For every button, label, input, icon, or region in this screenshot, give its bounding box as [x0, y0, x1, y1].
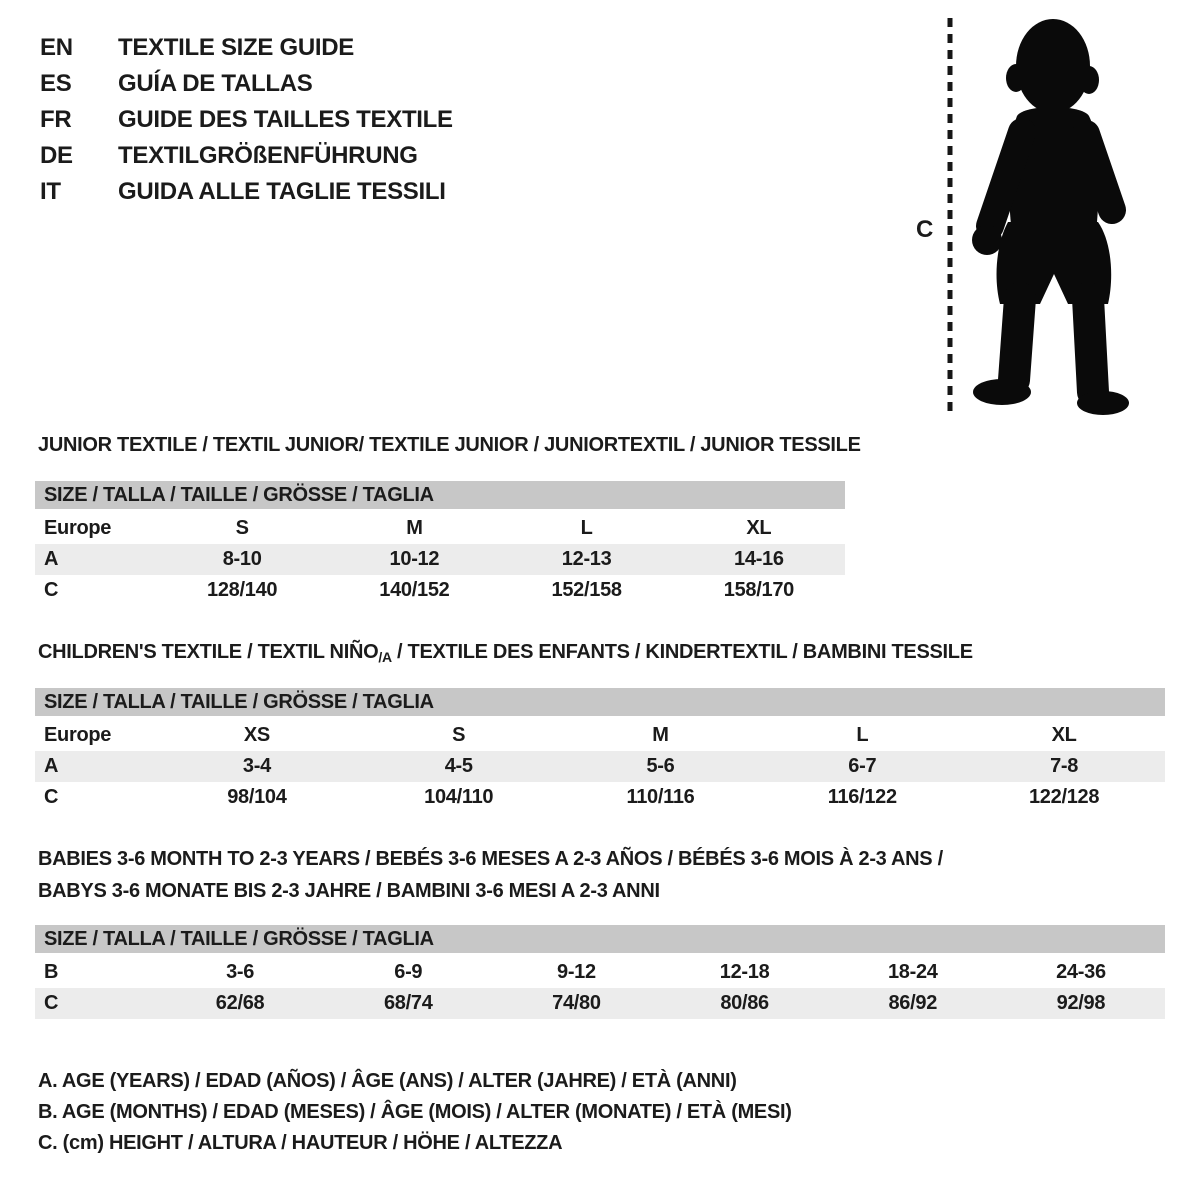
months-cell: 18-24	[887, 961, 938, 983]
babies-section-title	[38, 843, 943, 907]
lang-row-en	[40, 30, 453, 66]
height-cell: 128/140	[207, 579, 278, 601]
lang-title: GUIDA ALLE TAGLIE TESSILI	[118, 178, 446, 205]
row-label: Europe	[44, 517, 112, 539]
height-measure-label: C	[916, 216, 934, 243]
legend-line-a: A. AGE (YEARS) / EDAD (AÑOS) / ÂGE (ANS) / ALTER (JAHRE) / ETÀ (ANNI)	[38, 1070, 737, 1092]
height-cell: 122/128	[1028, 786, 1100, 808]
size-cell: M	[406, 517, 423, 539]
height-cell: 116/122	[827, 786, 897, 808]
junior-table	[35, 513, 845, 606]
legend	[38, 1066, 792, 1159]
lang-row-de	[40, 138, 453, 174]
lang-code: FR	[40, 106, 72, 133]
height-cell: 110/116	[626, 786, 695, 808]
height-cell: 104/110	[424, 786, 494, 808]
children-table	[35, 720, 1165, 813]
lang-code: DE	[40, 142, 73, 169]
height-cell: 98/104	[227, 786, 287, 808]
height-measure-dashed-line	[944, 14, 956, 420]
lang-code: IT	[40, 178, 61, 205]
row-label: A	[44, 548, 59, 570]
lang-row-fr	[40, 102, 453, 138]
height-cell: 140/152	[379, 579, 450, 601]
lang-title: TEXTILGRÖßENFÜHRUNG	[118, 142, 418, 169]
age-cell: 4-5	[444, 755, 473, 777]
row-label: B	[44, 961, 59, 983]
table-row	[35, 513, 845, 544]
size-cell: XL	[1051, 724, 1077, 746]
toddler-silhouette-icon	[962, 14, 1142, 418]
age-cell: 12-13	[561, 548, 612, 570]
age-cell: 7-8	[1050, 755, 1079, 777]
junior-section-title: JUNIOR TEXTILE / TEXTIL JUNIOR/ TEXTILE JUNIOR / JUNIORTEXTIL / JUNIOR TESSILE	[38, 434, 861, 456]
junior-size-header-bar: SIZE / TALLA / TAILLE / GRÖSSE / TAGLIA	[35, 481, 845, 509]
size-cell: S	[452, 724, 466, 746]
row-label: Europe	[44, 724, 112, 746]
lang-title: TEXTILE SIZE GUIDE	[118, 34, 354, 61]
children-size-header-bar: SIZE / TALLA / TAILLE / GRÖSSE / TAGLIA	[35, 688, 1165, 716]
children-section-title	[38, 641, 973, 665]
months-cell: 9-12	[557, 961, 596, 983]
age-cell: 6-7	[848, 755, 877, 777]
lang-code: ES	[40, 70, 72, 97]
lang-title: GUÍA DE TALLAS	[118, 70, 313, 97]
height-cell: 62/68	[215, 992, 265, 1014]
size-cell: M	[652, 724, 669, 746]
months-cell: 3-6	[226, 961, 255, 983]
height-cell: 86/92	[888, 992, 938, 1014]
age-cell: 14-16	[734, 548, 784, 570]
table-row	[35, 544, 845, 575]
age-cell: 10-12	[389, 548, 440, 570]
months-cell: 12-18	[719, 961, 770, 983]
age-cell: 5-6	[646, 755, 675, 777]
table-row	[35, 988, 1165, 1019]
babies-title-line1: BABIES 3-6 MONTH TO 2-3 YEARS / BEBÉS 3-6 MESES A 2-3 AÑOS / BÉBÉS 3-6 MOIS À 2-3 ANS /	[38, 848, 943, 870]
table-row	[35, 751, 1165, 782]
months-cell: 24-36	[1056, 961, 1106, 983]
row-label: C	[44, 786, 59, 808]
size-cell: L	[856, 724, 869, 746]
row-label: C	[44, 579, 59, 601]
table-row	[35, 575, 845, 606]
size-cell: L	[580, 517, 593, 539]
lang-code: EN	[40, 34, 73, 61]
babies-size-header-bar: SIZE / TALLA / TAILLE / GRÖSSE / TAGLIA	[35, 925, 1165, 953]
lang-row-es	[40, 66, 453, 102]
legend-line-c: C. (cm) HEIGHT / ALTURA / HAUTEUR / HÖHE / ALTEZZA	[38, 1132, 563, 1154]
height-cell: 68/74	[383, 992, 433, 1014]
months-cell: 6-9	[394, 961, 423, 983]
children-title-part1: CHILDREN'S TEXTILE / TEXTIL NIÑO	[38, 641, 379, 663]
legend-line-b: B. AGE (MONTHS) / EDAD (MESES) / ÂGE (MOIS) / ALTER (MONATE) / ETÀ (MESI)	[38, 1101, 792, 1123]
row-label: C	[44, 992, 59, 1014]
language-header	[40, 30, 453, 210]
table-row	[35, 720, 1165, 751]
table-row	[35, 782, 1165, 813]
babies-title-line2: BABYS 3-6 MONATE BIS 2-3 JAHRE / BAMBINI 3-6 MESI A 2-3 ANNI	[38, 880, 660, 902]
height-cell: 152/158	[551, 579, 622, 601]
lang-row-it	[40, 174, 453, 210]
height-cell: 74/80	[552, 992, 601, 1014]
size-cell: XL	[746, 517, 772, 539]
children-title-part2: / TEXTILE DES ENFANTS / KINDERTEXTIL / BAMBINI TESSILE	[391, 641, 973, 663]
height-cell: 92/98	[1056, 992, 1106, 1014]
height-cell: 158/170	[723, 579, 794, 601]
size-cell: S	[235, 517, 249, 539]
age-cell: 8-10	[222, 548, 262, 570]
size-cell: XS	[243, 724, 270, 746]
row-label: A	[44, 755, 59, 777]
table-row	[35, 957, 1165, 988]
babies-table	[35, 957, 1165, 1019]
age-cell: 3-4	[242, 755, 271, 777]
lang-title: GUIDE DES TAILLES TEXTILE	[118, 106, 453, 133]
children-title-sub: /A	[378, 649, 392, 665]
height-cell: 80/86	[720, 992, 769, 1014]
